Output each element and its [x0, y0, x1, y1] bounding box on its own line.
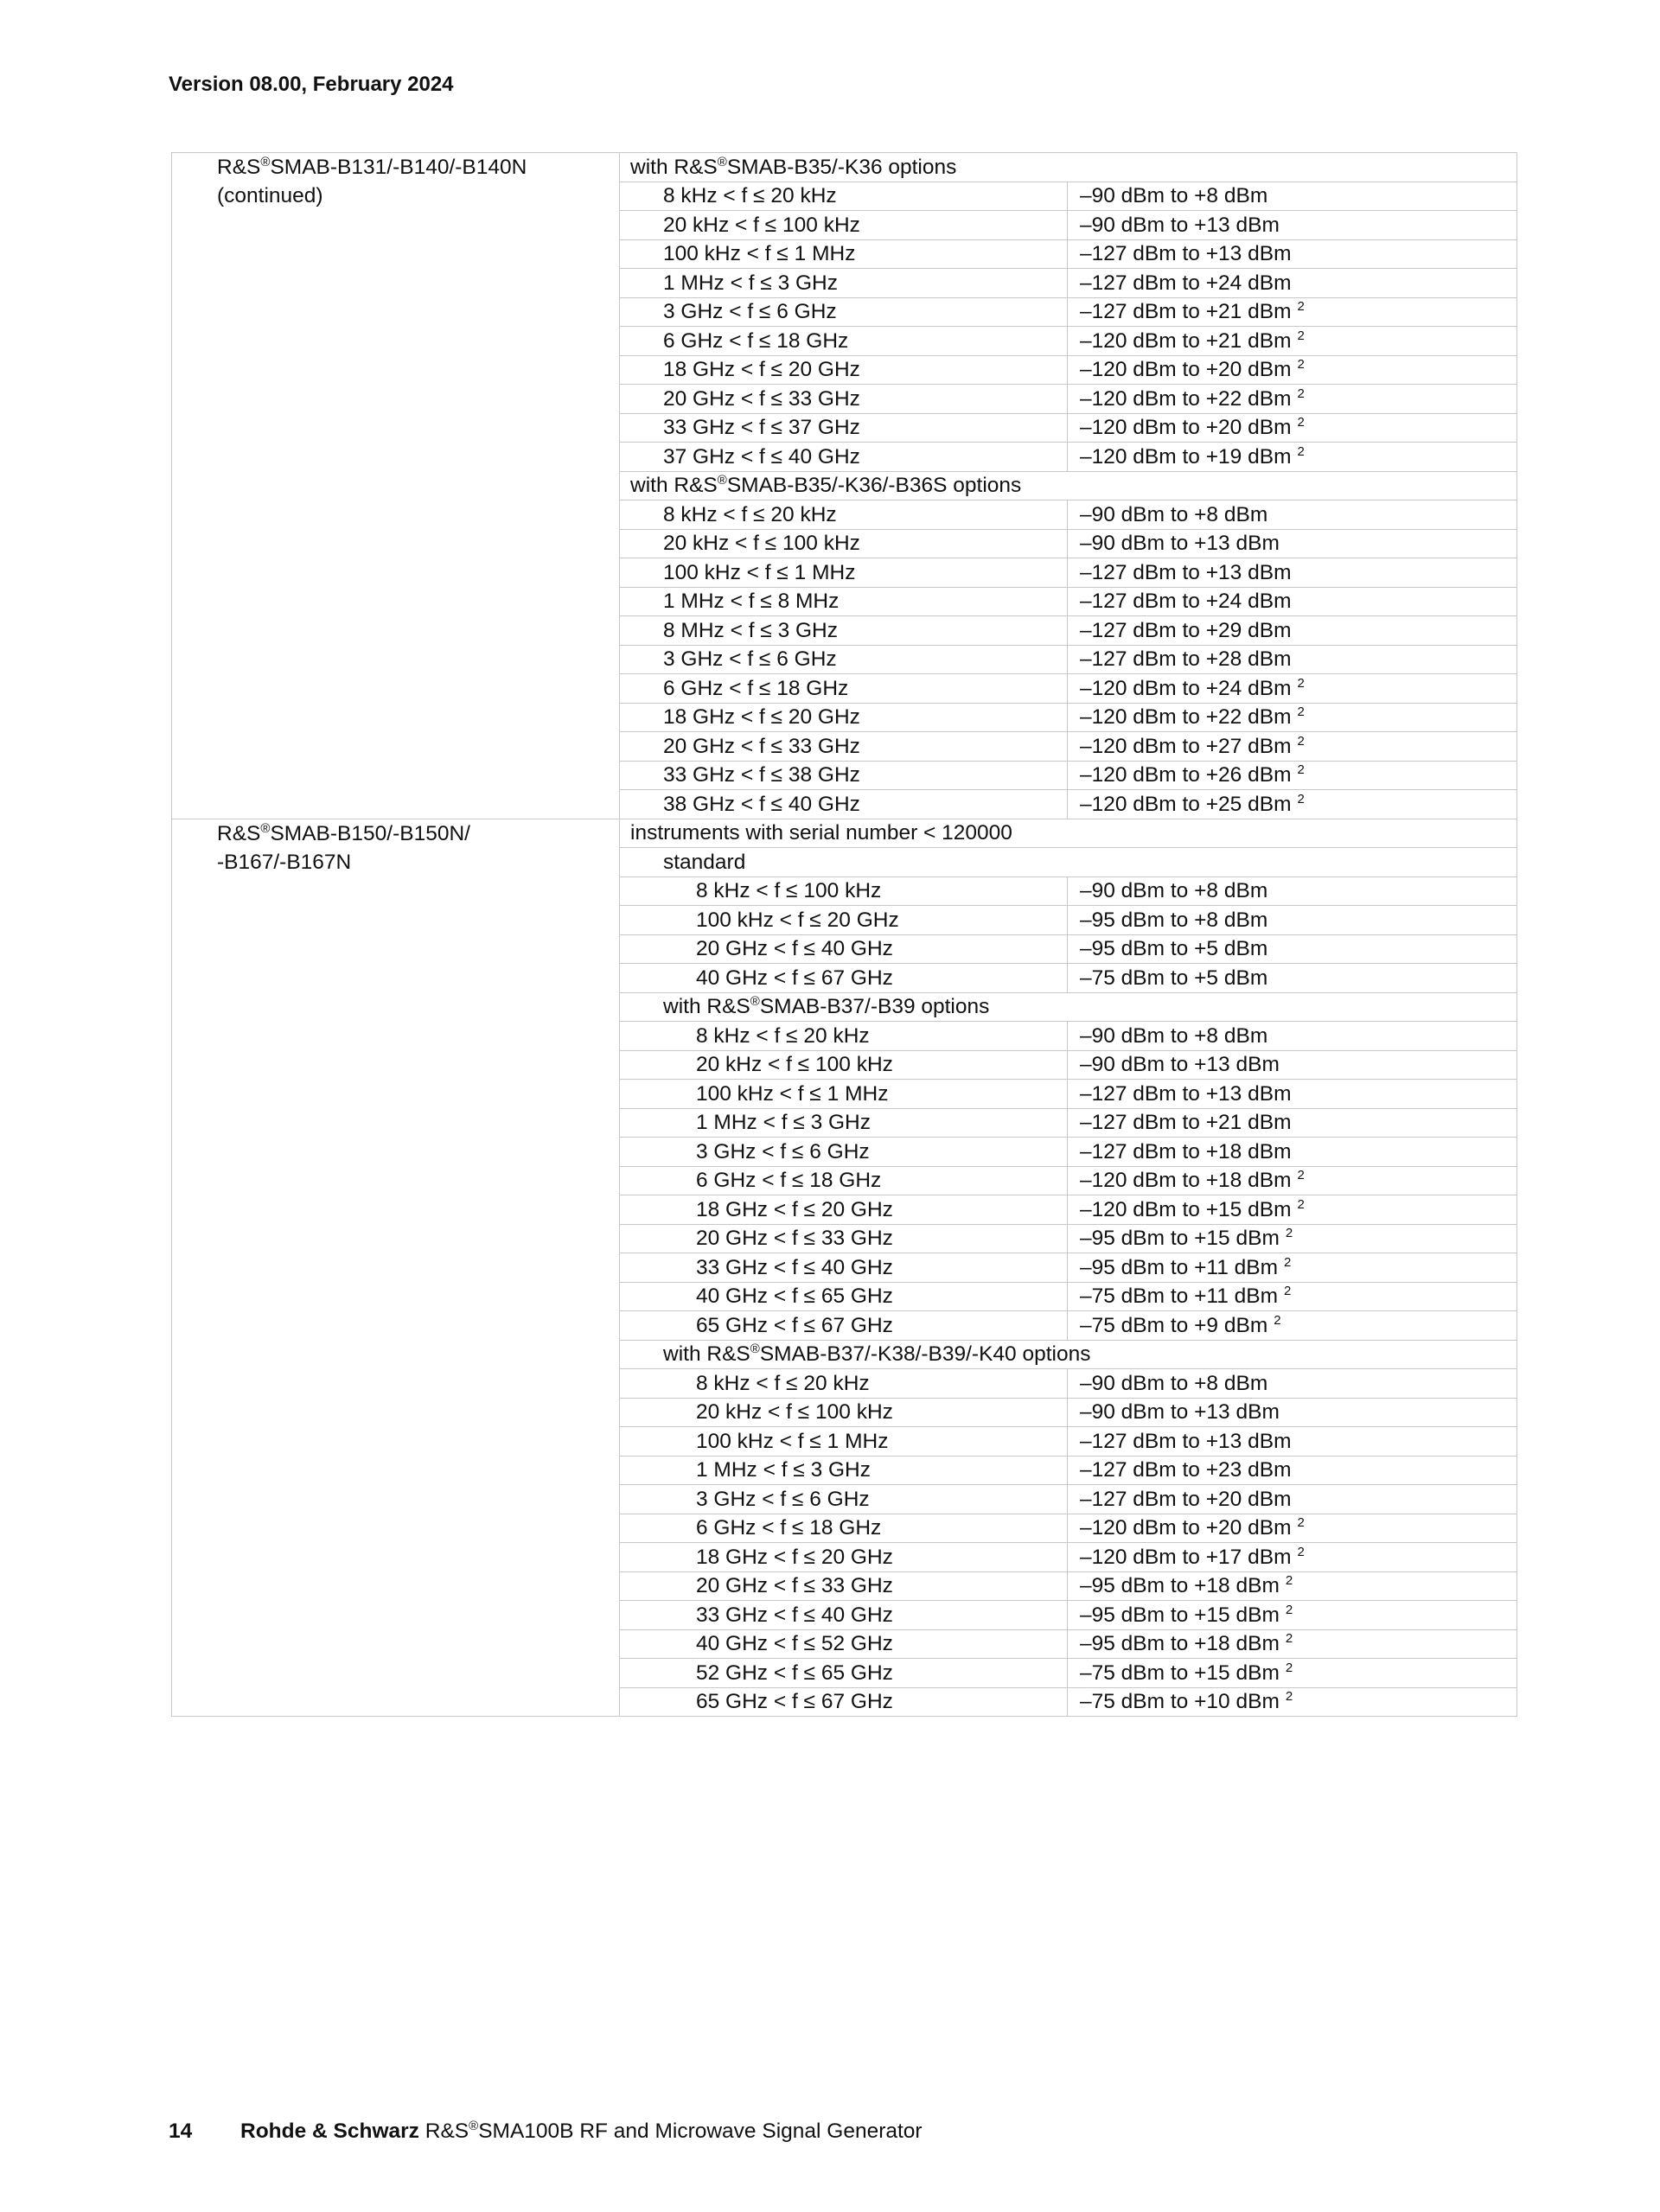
level-range-text: –127 dBm to +21 dBm — [1080, 300, 1292, 324]
level-range-text: –90 dBm to +13 dBm — [1080, 1053, 1280, 1077]
level-range-text: –75 dBm to +11 dBm — [1080, 1284, 1279, 1309]
frequency-range-cell: 18 GHz < f ≤ 20 GHz — [620, 1543, 1068, 1572]
level-range-cell — [1068, 500, 1517, 530]
level-range-text: –120 dBm to +22 dBm — [1080, 705, 1292, 730]
footnote-marker: 2 — [1297, 675, 1305, 691]
level-range-cell — [1068, 1080, 1517, 1109]
level-range-text: –75 dBm to +9 dBm — [1080, 1313, 1268, 1337]
option-cell — [172, 819, 620, 1717]
level-range-text: –127 dBm to +24 dBm — [1080, 271, 1292, 295]
frequency-range-cell: 6 GHz < f ≤ 18 GHz — [620, 1514, 1068, 1543]
level-range-text: –120 dBm to +20 dBm — [1080, 1516, 1292, 1540]
section-heading-cell — [620, 992, 1517, 1022]
footnote-marker: 2 — [1285, 1573, 1293, 1589]
section-heading-text: with R&S — [663, 1342, 750, 1367]
level-range-cell — [1068, 529, 1517, 558]
frequency-range-cell: 33 GHz < f ≤ 37 GHz — [620, 413, 1068, 443]
level-range-text: –95 dBm to +18 dBm — [1080, 1632, 1280, 1656]
section-heading-cell — [620, 848, 1517, 877]
document-version-header: Version 08.00, February 2024 — [169, 73, 454, 96]
level-range-text: –120 dBm to +26 dBm — [1080, 763, 1292, 787]
level-range-cell — [1068, 443, 1517, 472]
option-prefix: R&S — [217, 156, 261, 179]
frequency-range-cell: 65 GHz < f ≤ 67 GHz — [620, 1687, 1068, 1717]
level-range-cell — [1068, 1485, 1517, 1514]
frequency-range-cell: 18 GHz < f ≤ 20 GHz — [620, 703, 1068, 732]
footnote-marker: 2 — [1297, 791, 1305, 806]
section-heading-text: instruments with serial number < 120000 — [630, 821, 1012, 845]
level-range-cell — [1068, 1571, 1517, 1601]
section-heading-text: with R&S — [630, 155, 718, 179]
level-range-text: –120 dBm to +27 dBm — [1080, 734, 1292, 758]
frequency-range-cell: 8 kHz < f ≤ 20 kHz — [620, 1369, 1068, 1399]
level-range-cell — [1068, 385, 1517, 414]
level-range-text: –120 dBm to +21 dBm — [1080, 328, 1292, 353]
footnote-marker: 2 — [1297, 386, 1305, 401]
level-range-cell — [1068, 1687, 1517, 1717]
table-section-row — [172, 819, 1517, 848]
frequency-range-cell: 6 GHz < f ≤ 18 GHz — [620, 327, 1068, 356]
footnote-marker: 2 — [1274, 1312, 1281, 1328]
level-range-cell — [1068, 182, 1517, 211]
level-range-cell — [1068, 1456, 1517, 1485]
level-range-cell — [1068, 964, 1517, 993]
level-range-cell — [1068, 906, 1517, 935]
level-range-text: –120 dBm to +18 dBm — [1080, 1169, 1292, 1193]
footnote-marker: 2 — [1297, 1196, 1305, 1212]
level-range-text: –127 dBm to +13 dBm — [1080, 242, 1292, 266]
level-range-cell — [1068, 1311, 1517, 1341]
section-heading-suffix: SMAB-B35/-K36 options — [726, 155, 957, 179]
level-range-text: –120 dBm to +24 dBm — [1080, 676, 1292, 700]
level-range-cell — [1068, 645, 1517, 674]
level-range-text: –127 dBm to +13 dBm — [1080, 1081, 1292, 1106]
frequency-range-cell: 3 GHz < f ≤ 6 GHz — [620, 1485, 1068, 1514]
level-range-cell — [1068, 1195, 1517, 1225]
frequency-range-cell: 20 GHz < f ≤ 33 GHz — [620, 1571, 1068, 1601]
level-range-text: –95 dBm to +8 dBm — [1080, 908, 1268, 932]
section-heading-cell — [620, 819, 1517, 848]
option-cell — [172, 153, 620, 819]
frequency-range-cell: 6 GHz < f ≤ 18 GHz — [620, 674, 1068, 704]
level-range-cell — [1068, 761, 1517, 790]
level-range-text: –90 dBm to +13 dBm — [1080, 1400, 1280, 1425]
frequency-range-cell: 38 GHz < f ≤ 40 GHz — [620, 790, 1068, 819]
level-range-text: –95 dBm to +15 dBm — [1080, 1227, 1280, 1251]
level-range-text: –127 dBm to +24 dBm — [1080, 590, 1292, 614]
frequency-range-cell: 3 GHz < f ≤ 6 GHz — [620, 1138, 1068, 1167]
level-range-cell — [1068, 674, 1517, 704]
option-subline: (continued) — [217, 184, 323, 207]
level-range-cell — [1068, 1543, 1517, 1572]
registered-mark: ® — [469, 2119, 479, 2133]
level-range-text: –95 dBm to +5 dBm — [1080, 937, 1268, 961]
option-prefix: R&S — [217, 821, 261, 845]
level-range-cell — [1068, 413, 1517, 443]
level-range-text: –120 dBm to +25 dBm — [1080, 792, 1292, 816]
frequency-range-cell: 100 kHz < f ≤ 1 MHz — [620, 239, 1068, 269]
page-footer — [169, 2120, 923, 2144]
frequency-range-cell: 18 GHz < f ≤ 20 GHz — [620, 355, 1068, 385]
level-range-text: –90 dBm to +8 dBm — [1080, 879, 1268, 903]
frequency-range-cell: 8 kHz < f ≤ 20 kHz — [620, 182, 1068, 211]
footnote-marker: 2 — [1297, 299, 1305, 315]
level-range-text: –127 dBm to +20 dBm — [1080, 1487, 1292, 1511]
level-range-cell — [1068, 1514, 1517, 1543]
frequency-range-cell: 8 kHz < f ≤ 100 kHz — [620, 877, 1068, 906]
section-heading-cell — [620, 471, 1517, 500]
level-range-cell — [1068, 1427, 1517, 1457]
level-range-text: –120 dBm to +15 dBm — [1080, 1197, 1292, 1221]
footnote-marker: 2 — [1285, 1689, 1293, 1705]
level-range-spec-table — [171, 152, 1517, 1717]
registered-mark: ® — [750, 994, 760, 1010]
level-range-cell — [1068, 211, 1517, 240]
footnote-marker: 2 — [1297, 704, 1305, 720]
footnote-marker: 2 — [1297, 1544, 1305, 1559]
frequency-range-cell: 1 MHz < f ≤ 8 MHz — [620, 587, 1068, 616]
level-range-text: –75 dBm to +5 dBm — [1080, 966, 1268, 990]
level-range-text: –90 dBm to +8 dBm — [1080, 1371, 1268, 1395]
level-range-cell — [1068, 297, 1517, 327]
level-range-text: –75 dBm to +10 dBm — [1080, 1690, 1280, 1714]
option-name — [217, 153, 619, 182]
level-range-cell — [1068, 587, 1517, 616]
level-range-text: –90 dBm to +13 dBm — [1080, 532, 1280, 556]
level-range-text: –120 dBm to +22 dBm — [1080, 386, 1292, 411]
frequency-range-cell: 65 GHz < f ≤ 67 GHz — [620, 1311, 1068, 1341]
frequency-range-cell: 100 kHz < f ≤ 1 MHz — [620, 1427, 1068, 1457]
page-number: 14 — [169, 2120, 193, 2143]
footnote-marker: 2 — [1297, 415, 1305, 430]
frequency-range-cell: 100 kHz < f ≤ 20 GHz — [620, 906, 1068, 935]
option-subline: -B167/-B167N — [217, 850, 352, 874]
footnote-marker: 2 — [1285, 1631, 1293, 1647]
frequency-range-cell: 40 GHz < f ≤ 67 GHz — [620, 964, 1068, 993]
frequency-range-cell: 1 MHz < f ≤ 3 GHz — [620, 1456, 1068, 1485]
footnote-marker: 2 — [1297, 733, 1305, 749]
level-range-cell — [1068, 327, 1517, 356]
frequency-range-cell: 20 GHz < f ≤ 33 GHz — [620, 385, 1068, 414]
frequency-range-cell: 20 kHz < f ≤ 100 kHz — [620, 1050, 1068, 1080]
level-range-text: –127 dBm to +29 dBm — [1080, 618, 1292, 642]
level-range-cell — [1068, 558, 1517, 588]
frequency-range-cell: 3 GHz < f ≤ 6 GHz — [620, 645, 1068, 674]
level-range-cell — [1068, 1398, 1517, 1427]
footnote-marker: 2 — [1297, 1168, 1305, 1183]
level-range-text: –127 dBm to +13 dBm — [1080, 560, 1292, 584]
level-range-text: –120 dBm to +20 dBm — [1080, 416, 1292, 440]
footnote-marker: 2 — [1297, 328, 1305, 343]
level-range-cell — [1068, 1022, 1517, 1051]
section-heading-suffix: SMAB-B37/-B39 options — [759, 995, 990, 1019]
registered-mark: ® — [750, 1342, 760, 1357]
level-range-text: –75 dBm to +15 dBm — [1080, 1661, 1280, 1685]
level-range-text: –90 dBm to +8 dBm — [1080, 502, 1268, 526]
frequency-range-cell: 20 GHz < f ≤ 40 GHz — [620, 934, 1068, 964]
footnote-marker: 2 — [1297, 443, 1305, 459]
frequency-range-cell: 100 kHz < f ≤ 1 MHz — [620, 1080, 1068, 1109]
level-range-cell — [1068, 616, 1517, 646]
level-range-cell — [1068, 1629, 1517, 1659]
level-range-text: –120 dBm to +20 dBm — [1080, 358, 1292, 382]
level-range-cell — [1068, 732, 1517, 762]
frequency-range-cell: 1 MHz < f ≤ 3 GHz — [620, 1108, 1068, 1138]
level-range-text: –127 dBm to +18 dBm — [1080, 1139, 1292, 1163]
footnote-marker: 2 — [1284, 1254, 1292, 1270]
level-range-text: –95 dBm to +11 dBm — [1080, 1255, 1279, 1279]
level-range-cell — [1068, 1108, 1517, 1138]
level-range-text: –127 dBm to +13 dBm — [1080, 1429, 1292, 1453]
frequency-range-cell: 8 MHz < f ≤ 3 GHz — [620, 616, 1068, 646]
frequency-range-cell: 3 GHz < f ≤ 6 GHz — [620, 297, 1068, 327]
footnote-marker: 2 — [1285, 1660, 1293, 1675]
level-range-cell — [1068, 1166, 1517, 1195]
frequency-range-cell: 8 kHz < f ≤ 20 kHz — [620, 500, 1068, 530]
footnote-marker: 2 — [1285, 1226, 1293, 1241]
frequency-range-cell: 20 kHz < f ≤ 100 kHz — [620, 211, 1068, 240]
frequency-range-cell: 52 GHz < f ≤ 65 GHz — [620, 1659, 1068, 1688]
section-heading-suffix: SMAB-B37/-K38/-B39/-K40 options — [759, 1342, 1091, 1367]
section-heading-text: with R&S — [663, 995, 750, 1019]
level-range-cell — [1068, 877, 1517, 906]
frequency-range-cell: 100 kHz < f ≤ 1 MHz — [620, 558, 1068, 588]
frequency-range-cell: 33 GHz < f ≤ 40 GHz — [620, 1601, 1068, 1630]
frequency-range-cell: 20 kHz < f ≤ 100 kHz — [620, 1398, 1068, 1427]
level-range-text: –95 dBm to +15 dBm — [1080, 1603, 1280, 1627]
level-range-cell — [1068, 269, 1517, 298]
level-range-text: –127 dBm to +28 dBm — [1080, 647, 1292, 672]
level-range-cell — [1068, 1253, 1517, 1283]
level-range-cell — [1068, 1138, 1517, 1167]
option-name-text: SMAB-B131/-B140/-B140N — [270, 156, 527, 179]
registered-mark: ® — [260, 155, 271, 169]
frequency-range-cell: 40 GHz < f ≤ 65 GHz — [620, 1282, 1068, 1311]
level-range-cell — [1068, 1369, 1517, 1399]
frequency-range-cell: 40 GHz < f ≤ 52 GHz — [620, 1629, 1068, 1659]
frequency-range-cell: 8 kHz < f ≤ 20 kHz — [620, 1022, 1068, 1051]
footnote-marker: 2 — [1284, 1284, 1292, 1299]
frequency-range-cell: 20 GHz < f ≤ 33 GHz — [620, 732, 1068, 762]
level-range-cell — [1068, 1659, 1517, 1688]
frequency-range-cell: 20 kHz < f ≤ 100 kHz — [620, 529, 1068, 558]
footer-brand: Rohde & Schwarz — [240, 2120, 419, 2143]
footnote-marker: 2 — [1297, 1515, 1305, 1531]
frequency-range-cell: 20 GHz < f ≤ 33 GHz — [620, 1224, 1068, 1253]
option-name — [217, 819, 619, 848]
frequency-range-cell: 18 GHz < f ≤ 20 GHz — [620, 1195, 1068, 1225]
level-range-cell — [1068, 1224, 1517, 1253]
section-heading-text: standard — [663, 850, 746, 874]
level-range-cell — [1068, 1050, 1517, 1080]
level-range-cell — [1068, 355, 1517, 385]
footer-product-prefix: R&S — [425, 2120, 469, 2143]
table-section-row — [172, 153, 1517, 182]
footnote-marker: 2 — [1285, 1602, 1293, 1617]
level-range-text: –127 dBm to +21 dBm — [1080, 1111, 1292, 1135]
frequency-range-cell: 37 GHz < f ≤ 40 GHz — [620, 443, 1068, 472]
frequency-range-cell: 33 GHz < f ≤ 38 GHz — [620, 761, 1068, 790]
level-range-cell — [1068, 790, 1517, 819]
option-name-text: SMAB-B150/-B150N/ — [270, 821, 470, 845]
level-range-cell — [1068, 1601, 1517, 1630]
registered-mark: ® — [717, 473, 727, 488]
registered-mark: ® — [717, 154, 727, 169]
section-heading-cell — [620, 1340, 1517, 1369]
section-heading-text: with R&S — [630, 474, 718, 498]
level-range-text: –120 dBm to +17 dBm — [1080, 1545, 1292, 1569]
registered-mark: ® — [260, 820, 271, 836]
level-range-text: –90 dBm to +8 dBm — [1080, 1023, 1268, 1048]
level-range-cell — [1068, 239, 1517, 269]
level-range-cell — [1068, 934, 1517, 964]
level-range-cell — [1068, 1282, 1517, 1311]
level-range-text: –127 dBm to +23 dBm — [1080, 1458, 1292, 1482]
footer-product-name: SMA100B RF and Microwave Signal Generator — [478, 2120, 923, 2143]
level-range-text: –120 dBm to +19 dBm — [1080, 444, 1292, 469]
level-range-text: –90 dBm to +13 dBm — [1080, 213, 1280, 237]
level-range-cell — [1068, 703, 1517, 732]
footnote-marker: 2 — [1297, 762, 1305, 778]
level-range-text: –95 dBm to +18 dBm — [1080, 1574, 1280, 1598]
section-heading-suffix: SMAB-B35/-K36/-B36S options — [726, 474, 1022, 498]
level-range-text: –90 dBm to +8 dBm — [1080, 184, 1268, 208]
frequency-range-cell: 33 GHz < f ≤ 40 GHz — [620, 1253, 1068, 1283]
spec-table-body — [172, 153, 1517, 1717]
frequency-range-cell: 6 GHz < f ≤ 18 GHz — [620, 1166, 1068, 1195]
frequency-range-cell: 1 MHz < f ≤ 3 GHz — [620, 269, 1068, 298]
footnote-marker: 2 — [1297, 357, 1305, 373]
section-heading-cell — [620, 153, 1517, 182]
